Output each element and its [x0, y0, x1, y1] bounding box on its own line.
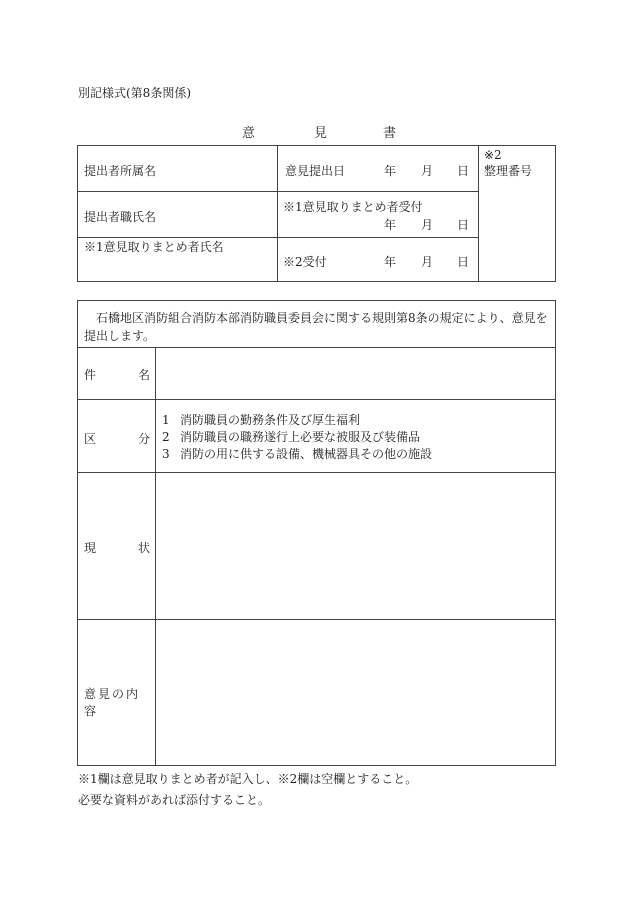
note-1: ※1欄は意見取りまとめ者が記入し、※2欄は空欄とすること。 [78, 772, 418, 786]
list-item: 1 消防職員の勤務条件及び厚生福利 [162, 413, 361, 427]
opinion-table [77, 300, 556, 766]
title-char-2: 見 [314, 126, 328, 141]
coordinator-name-label: ※1意見取りまとめ者氏名 [84, 240, 224, 254]
divider [78, 399, 555, 400]
month-unit: 月 [421, 164, 434, 178]
divider [78, 619, 555, 620]
divider [78, 191, 478, 192]
reference-number-label: 整理番号 [484, 164, 533, 178]
received-label: ※2受付 [283, 255, 327, 269]
year-unit: 年 [384, 255, 397, 269]
category-list [162, 412, 432, 463]
day-unit: 日 [457, 164, 470, 178]
intro-text: 石橋地区消防組合消防本部消防職員委員会に関する規則第8条の規定により、意見を提出します。 [84, 311, 548, 343]
month-unit: 月 [421, 218, 434, 232]
title-char-1: 意 [242, 126, 256, 141]
category-label: 区 分 [84, 432, 150, 446]
coordinator-received-label: ※1意見取りまとめ者受付 [283, 200, 423, 214]
day-unit: 日 [457, 255, 470, 269]
submission-date-label: 意見提出日 [285, 164, 346, 178]
opinion-content-label: 意見の内容 [84, 687, 141, 718]
divider [478, 146, 479, 281]
note-2: 必要な資料があれば添付すること。 [78, 793, 271, 807]
subject-label: 件 名 [84, 368, 150, 382]
month-unit: 月 [421, 255, 434, 269]
submitter-title-label: 提出者職氏名 [84, 210, 157, 224]
divider [155, 347, 156, 765]
divider [277, 146, 278, 281]
year-unit: 年 [384, 164, 397, 178]
reference-number-mark: ※2 [484, 148, 502, 162]
divider [78, 472, 555, 473]
form-label: 別記様式(第8条関係) [78, 86, 191, 100]
list-item: 3 消防の用に供する設備、機械器具その他の施設 [162, 447, 433, 461]
day-unit: 日 [457, 218, 470, 232]
status-label: 現 状 [84, 541, 150, 555]
divider [78, 347, 555, 348]
year-unit: 年 [384, 218, 397, 232]
submitter-affiliation-label: 提出者所属名 [84, 164, 157, 178]
title-char-3: 書 [383, 126, 397, 141]
submission-info-table [77, 145, 556, 282]
list-item: 2 消防職員の職務遂行上必要な被服及び装備品 [162, 430, 421, 444]
